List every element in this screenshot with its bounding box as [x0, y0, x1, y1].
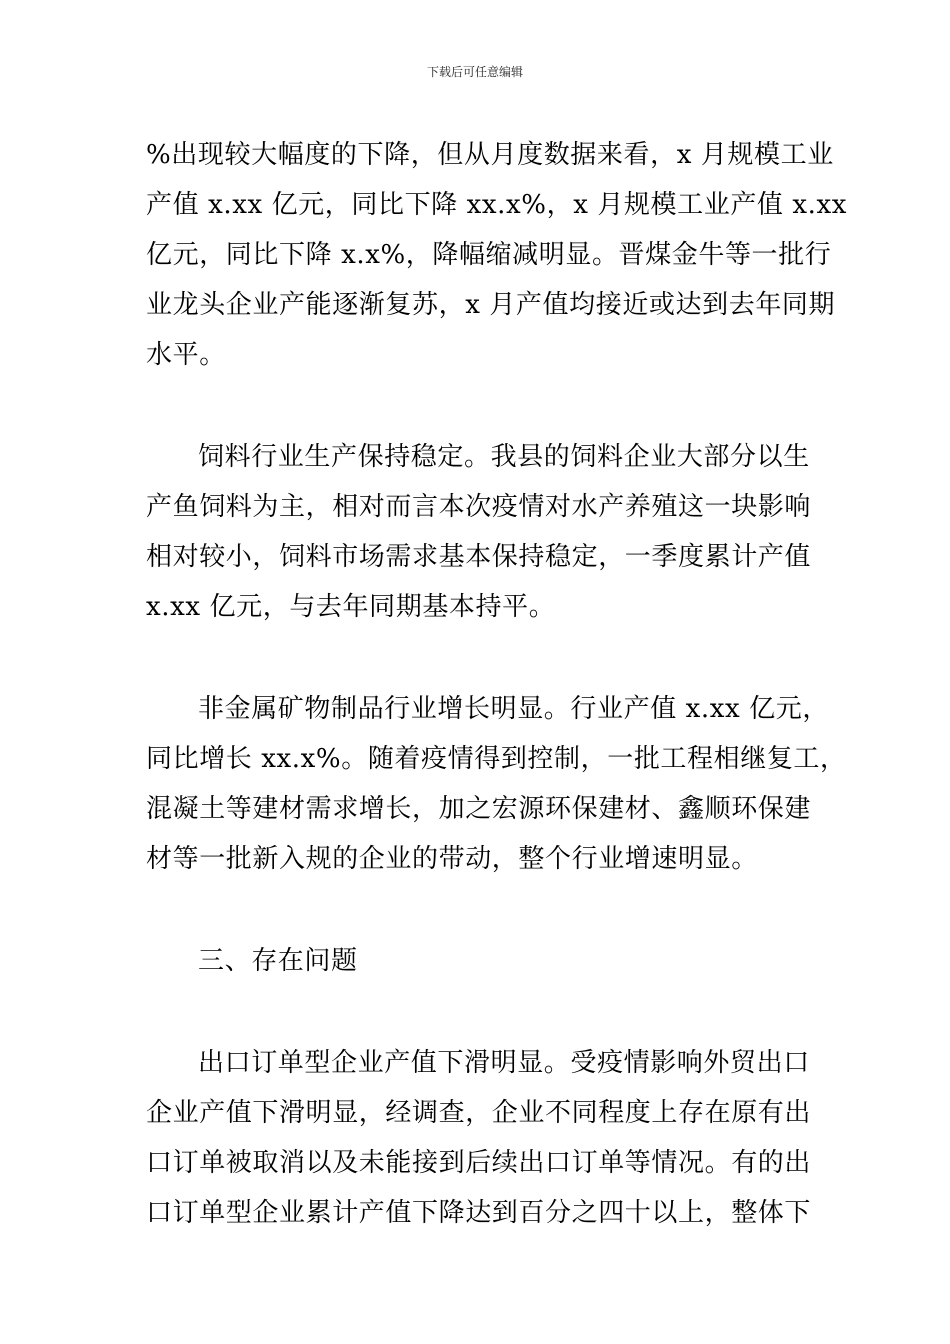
paragraph-spacer [146, 986, 806, 1038]
text-line: 同比增长 xx.x%。随着疫情得到控制，一批工程相继复工， [146, 744, 847, 774]
text-line: 出口订单型企业产值下滑明显。受疫情影响外贸出口 [198, 1048, 810, 1078]
text-line: 口订单型企业累计产值下降达到百分之四十以上，整体下 [146, 1198, 812, 1228]
text-line: 混凝土等建材需求增长，加之宏源环保建材、鑫顺环保建 [146, 794, 812, 824]
document-body [146, 130, 848, 1238]
text-line: 水平。 [146, 340, 226, 370]
text-line: 饲料行业生产保持稳定。我县的饲料企业大部分以生 [198, 442, 810, 472]
paragraph [146, 130, 848, 380]
section-heading [146, 936, 806, 986]
heading-text: 三、存在问题 [198, 946, 358, 976]
text-line: 业龙头企业产能逐渐复苏，x 月产值均接近或达到去年同期 [146, 290, 836, 320]
text-line: 企业产值下滑明显，经调查，企业不同程度上存在原有出 [146, 1098, 812, 1128]
paragraph [146, 684, 847, 884]
text-line: %出现较大幅度的下降，但从月度数据来看，x 月规模工业 [146, 140, 834, 170]
text-line: 产值 x.xx 亿元，同比下降 xx.x%，x 月规模工业产值 x.xx [146, 190, 848, 220]
paragraph-spacer [146, 632, 806, 684]
paragraph-spacer [146, 380, 806, 432]
page-header: 下载后可任意编辑 [426, 65, 523, 79]
text-line: 口订单被取消以及未能接到后续出口订单等情况。有的出 [146, 1148, 812, 1178]
paragraph [146, 432, 812, 632]
paragraph-spacer [146, 884, 806, 936]
text-line: 相对较小，饲料市场需求基本保持稳定，一季度累计产值 [146, 542, 812, 572]
paragraph [146, 1038, 812, 1238]
text-line: x.xx 亿元，与去年同期基本持平。 [146, 592, 556, 622]
text-line: 非金属矿物制品行业增长明显。行业产值 x.xx 亿元， [198, 694, 829, 724]
text-line: 亿元，同比下降 x.x%，降幅缩减明显。晋煤金牛等一批行 [146, 240, 832, 270]
text-line: 产鱼饲料为主，相对而言本次疫情对水产养殖这一块影响 [146, 492, 812, 522]
text-line: 材等一批新入规的企业的带动，整个行业增速明显。 [146, 844, 758, 874]
